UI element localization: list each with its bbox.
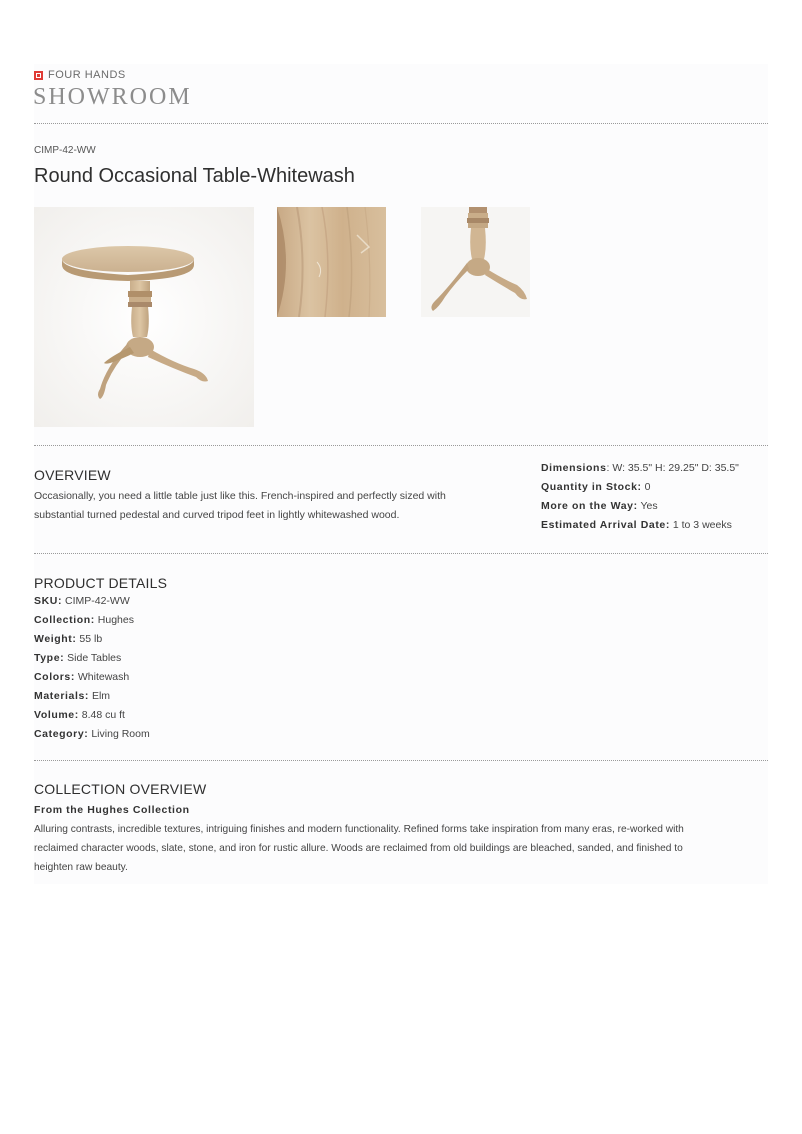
brand-logo: [34, 69, 126, 81]
product-details-list: [34, 595, 150, 747]
brand-name: FOUR HANDS: [48, 69, 126, 81]
brand-subtitle: SHOWROOM: [33, 84, 192, 110]
collection-line: reclaimed character woods, slate, stone, and iron for rustic allure. Woods are reclaimed from old buildings are bleached, sanded, and finished to: [34, 843, 683, 854]
detail-row: SKU: CIMP-42-WW: [34, 595, 130, 607]
pedestal-illustration: [421, 207, 530, 317]
collection-description: [34, 820, 768, 877]
wood-grain-illustration: [277, 207, 386, 317]
collection-heading: COLLECTION OVERVIEW: [34, 781, 207, 797]
brand-square-icon: [34, 71, 43, 80]
overview-line: Occasionally, you need a little table just like this. French-inspired and perfectly sized with: [34, 490, 446, 502]
detail-row: Type: Side Tables: [34, 652, 122, 664]
product-image-top-detail: [277, 207, 386, 317]
divider: [34, 445, 768, 446]
product-title: Round Occasional Table-Whitewash: [34, 165, 355, 187]
collection-subheading: From the Hughes Collection: [34, 804, 190, 816]
detail-row: Volume: 8.48 cu ft: [34, 709, 125, 721]
availability-row: More on the Way: Yes: [541, 500, 658, 512]
availability-row: Quantity in Stock: 0: [541, 481, 651, 493]
collection-line: heighten raw beauty.: [34, 862, 128, 873]
overview-description: [34, 487, 514, 525]
divider: [34, 760, 768, 761]
overview-heading: OVERVIEW: [34, 467, 111, 483]
availability-row: Dimensions: W: 35.5" H: 29.25" D: 35.5": [541, 462, 739, 474]
divider: [34, 553, 768, 554]
product-code: CIMP-42-WW: [34, 145, 96, 156]
detail-row: Materials: Elm: [34, 690, 111, 702]
availability-list: [541, 462, 739, 538]
availability-row: Estimated Arrival Date: 1 to 3 weeks: [541, 519, 732, 531]
detail-row: Collection: Hughes: [34, 614, 134, 626]
product-image-main: [34, 207, 254, 427]
detail-row: Category: Living Room: [34, 728, 150, 740]
collection-line: Alluring contrasts, incredible textures, intriguing finishes and modern functionality. Refined forms take inspiration from many eras, re-worked with: [34, 824, 684, 835]
product-image-base-detail: [421, 207, 530, 317]
divider: [34, 123, 768, 124]
detail-row: Colors: Whitewash: [34, 671, 130, 683]
table-illustration: [34, 207, 254, 427]
detail-row: Weight: 55 lb: [34, 633, 103, 645]
overview-line: substantial turned pedestal and curved tripod feet in lightly whitewashed wood.: [34, 509, 400, 521]
product-details-heading: PRODUCT DETAILS: [34, 575, 168, 591]
